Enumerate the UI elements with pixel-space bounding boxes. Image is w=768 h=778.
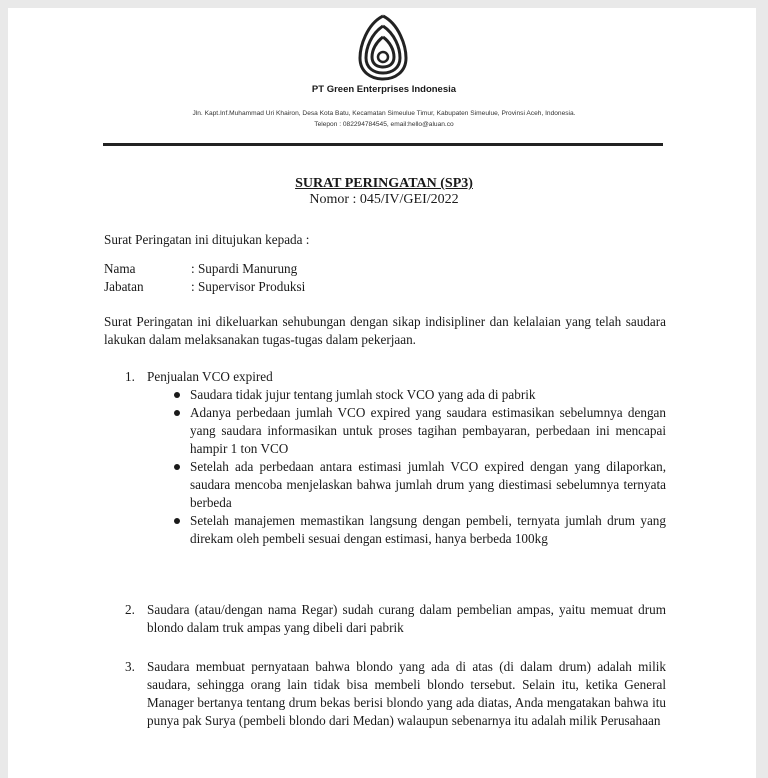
field-value: : Supervisor Produksi: [191, 279, 306, 294]
field-name: [104, 261, 298, 277]
item-text: Saudara (atau/dengan nama Regar) sudah curang dalam pembelian ampas, yaitu memuat drum blondo dalam truk ampas yang dibeli dari pabrik: [147, 602, 666, 635]
bullet-icon: [174, 518, 180, 524]
company-contact: Telepon : 082294784545, email:hello@aluan.co: [314, 121, 454, 128]
bullet-icon: [174, 392, 180, 398]
item-number: 2.: [125, 602, 135, 617]
item-text: Penjualan VCO expired: [147, 369, 273, 384]
bullet-icon: [174, 464, 180, 470]
field-label: Nama: [104, 261, 136, 276]
bullet-item: Saudara tidak jujur tentang jumlah stock VCO yang ada di pabrik: [190, 386, 666, 404]
company-logo-icon: [357, 12, 409, 82]
item-text: Saudara membuat pernyataan bahwa blondo yang ada di atas (di dalam drum) adalah milik saudara, sehingga orang lain tidak bisa membeli blondo tersebut. Selain itu, ketika General Manager bertanya tentang drum bekas berisi blondo yang ada diatas, Anda mengatakan bahwa itu punya pak Surya (pembeli blondo dari Medan) walaupun sebenarnya itu adalah milik Perusahaan: [147, 659, 666, 728]
bullet-icon: [174, 410, 180, 416]
item-number: 1.: [125, 369, 135, 384]
company-name: PT Green Enterprises Indonesia: [311, 84, 457, 95]
intro-text: Surat Peringatan ini ditujukan kepada :: [104, 232, 310, 247]
company-address: Jln. Kapt.Inf.Muhammad Uri Khairon, Desa Kota Batu, Kecamatan Simeulue Timur, Kabupaten Simeulue, Provinsi Aceh, Indonesia.: [192, 110, 576, 117]
reason-paragraph: Surat Peringatan ini dikeluarkan sehubungan dengan sikap indisipliner dan kelalaian yang telah saudara lakukan dalam melaksanakan tugas-tugas dalam pekerjaan.: [104, 314, 666, 347]
header-divider: [103, 143, 663, 146]
bullet-item: Setelah manajemen memastikan langsung dengan pembeli, ternyata jumlah drum yang direkam oleh pembeli sesuai dengan estimasi, hanya berbeda 100kg: [190, 512, 666, 548]
item-number: 3.: [125, 659, 135, 674]
bullet-item: Setelah ada perbedaan antara estimasi jumlah VCO expired dengan yang dilaporkan, saudara mencoba menjelaskan bahwa jumlah drum yang diestimasi sebelumnya ternyata berbeda: [190, 458, 666, 512]
letter-title: SURAT PERINGATAN (SP3): [295, 176, 473, 191]
letter-number: Nomor : 045/IV/GEI/2022: [309, 192, 459, 207]
field-value: : Supardi Manurung: [191, 261, 298, 276]
bullet-item: Adanya perbedaan jumlah VCO expired yang saudara estimasikan sebelumnya dengan yang saudara informasikan untuk proses tagihan pembayaran, perbedaan ini mencapai hampir 1 ton VCO: [190, 404, 666, 458]
field-label: Jabatan: [104, 279, 144, 294]
field-position: [104, 279, 306, 295]
